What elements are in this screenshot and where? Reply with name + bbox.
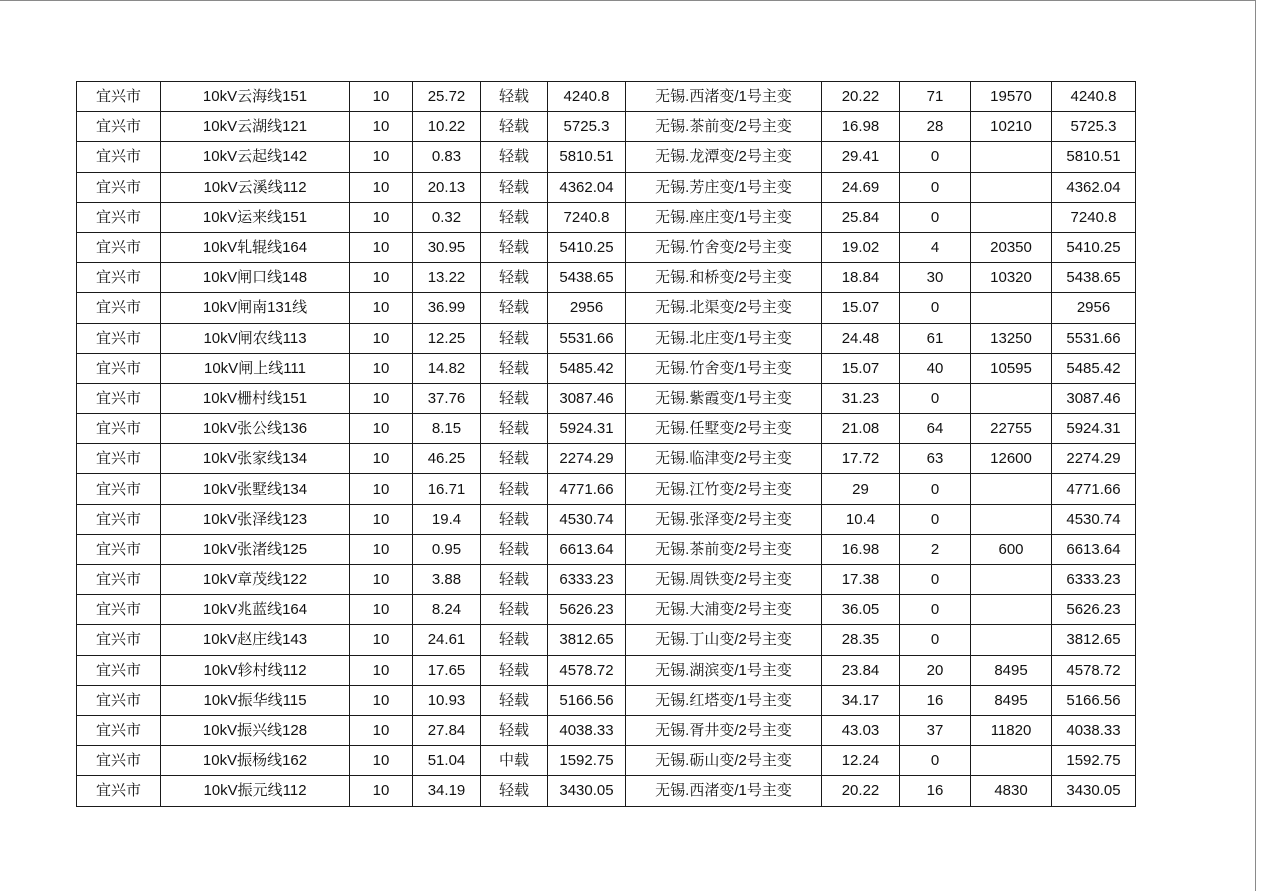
load-rate-cell: 10.93 bbox=[413, 685, 481, 715]
available-capacity-cell: 6613.64 bbox=[1052, 534, 1136, 564]
available-capacity-cell: 4578.72 bbox=[1052, 655, 1136, 685]
city-cell: 宜兴市 bbox=[77, 232, 161, 262]
city-cell: 宜兴市 bbox=[77, 534, 161, 564]
count-cell: 0 bbox=[900, 565, 971, 595]
table-body bbox=[77, 82, 1136, 807]
capacity-cell: 4362.04 bbox=[548, 172, 626, 202]
line-name-cell: 10kV振兴线128 bbox=[161, 715, 350, 745]
voltage-cell: 10 bbox=[350, 383, 413, 413]
available-capacity-cell: 3087.46 bbox=[1052, 383, 1136, 413]
city-cell: 宜兴市 bbox=[77, 293, 161, 323]
load-rate-cell: 51.04 bbox=[413, 746, 481, 776]
substation-cell: 无锡.任墅变/2号主变 bbox=[626, 414, 822, 444]
line-name-cell: 10kV振杨线162 bbox=[161, 746, 350, 776]
load-rate-cell: 36.99 bbox=[413, 293, 481, 323]
available-capacity-cell: 4530.74 bbox=[1052, 504, 1136, 534]
voltage-cell: 10 bbox=[350, 474, 413, 504]
count-cell: 0 bbox=[900, 293, 971, 323]
line-name-cell: 10kV云溪线112 bbox=[161, 172, 350, 202]
count-cell: 0 bbox=[900, 172, 971, 202]
voltage-cell: 10 bbox=[350, 565, 413, 595]
load-rate-cell: 13.22 bbox=[413, 263, 481, 293]
table-row bbox=[77, 595, 1136, 625]
capacity-cell: 5438.65 bbox=[548, 263, 626, 293]
capacity-total-cell: 8495 bbox=[971, 685, 1052, 715]
available-capacity-cell: 1592.75 bbox=[1052, 746, 1136, 776]
capacity-total-cell bbox=[971, 595, 1052, 625]
city-cell: 宜兴市 bbox=[77, 655, 161, 685]
substation-cell: 无锡.湖滨变/1号主变 bbox=[626, 655, 822, 685]
substation-load-cell: 23.84 bbox=[822, 655, 900, 685]
capacity-total-cell bbox=[971, 383, 1052, 413]
substation-cell: 无锡.竹舍变/1号主变 bbox=[626, 353, 822, 383]
load-status-cell: 轻载 bbox=[481, 263, 548, 293]
line-name-cell: 10kV闸农线113 bbox=[161, 323, 350, 353]
city-cell: 宜兴市 bbox=[77, 414, 161, 444]
city-cell: 宜兴市 bbox=[77, 504, 161, 534]
count-cell: 37 bbox=[900, 715, 971, 745]
substation-cell: 无锡.张泽变/2号主变 bbox=[626, 504, 822, 534]
substation-load-cell: 18.84 bbox=[822, 263, 900, 293]
count-cell: 0 bbox=[900, 202, 971, 232]
capacity-total-cell: 22755 bbox=[971, 414, 1052, 444]
line-name-cell: 10kV云海线151 bbox=[161, 82, 350, 112]
voltage-cell: 10 bbox=[350, 504, 413, 534]
voltage-cell: 10 bbox=[350, 293, 413, 323]
capacity-total-cell: 11820 bbox=[971, 715, 1052, 745]
capacity-cell: 3812.65 bbox=[548, 625, 626, 655]
capacity-cell: 2956 bbox=[548, 293, 626, 323]
table-row bbox=[77, 383, 1136, 413]
available-capacity-cell: 3430.05 bbox=[1052, 776, 1136, 806]
load-rate-cell: 3.88 bbox=[413, 565, 481, 595]
capacity-cell: 4771.66 bbox=[548, 474, 626, 504]
load-rate-cell: 0.95 bbox=[413, 534, 481, 564]
load-status-cell: 轻载 bbox=[481, 414, 548, 444]
voltage-cell: 10 bbox=[350, 172, 413, 202]
table-row bbox=[77, 655, 1136, 685]
capacity-cell: 5485.42 bbox=[548, 353, 626, 383]
city-cell: 宜兴市 bbox=[77, 323, 161, 353]
capacity-cell: 4240.8 bbox=[548, 82, 626, 112]
substation-load-cell: 10.4 bbox=[822, 504, 900, 534]
line-name-cell: 10kV闸口线148 bbox=[161, 263, 350, 293]
available-capacity-cell: 4771.66 bbox=[1052, 474, 1136, 504]
capacity-total-cell bbox=[971, 172, 1052, 202]
substation-cell: 无锡.西渚变/1号主变 bbox=[626, 776, 822, 806]
substation-load-cell: 20.22 bbox=[822, 82, 900, 112]
available-capacity-cell: 4240.8 bbox=[1052, 82, 1136, 112]
substation-cell: 无锡.座庄变/1号主变 bbox=[626, 202, 822, 232]
line-name-cell: 10kV轧辊线164 bbox=[161, 232, 350, 262]
substation-load-cell: 15.07 bbox=[822, 353, 900, 383]
table-row bbox=[77, 202, 1136, 232]
city-cell: 宜兴市 bbox=[77, 202, 161, 232]
load-status-cell: 轻载 bbox=[481, 293, 548, 323]
load-status-cell: 轻载 bbox=[481, 625, 548, 655]
substation-cell: 无锡.茶前变/2号主变 bbox=[626, 534, 822, 564]
substation-load-cell: 20.22 bbox=[822, 776, 900, 806]
substation-cell: 无锡.茶前变/2号主变 bbox=[626, 112, 822, 142]
substation-cell: 无锡.丁山变/2号主变 bbox=[626, 625, 822, 655]
substation-load-cell: 15.07 bbox=[822, 293, 900, 323]
load-rate-cell: 25.72 bbox=[413, 82, 481, 112]
count-cell: 16 bbox=[900, 685, 971, 715]
line-name-cell: 10kV闸南131线 bbox=[161, 293, 350, 323]
substation-cell: 无锡.红塔变/1号主变 bbox=[626, 685, 822, 715]
load-status-cell: 轻载 bbox=[481, 685, 548, 715]
line-name-cell: 10kV云湖线121 bbox=[161, 112, 350, 142]
capacity-cell: 3087.46 bbox=[548, 383, 626, 413]
substation-load-cell: 17.72 bbox=[822, 444, 900, 474]
count-cell: 0 bbox=[900, 474, 971, 504]
available-capacity-cell: 5438.65 bbox=[1052, 263, 1136, 293]
city-cell: 宜兴市 bbox=[77, 715, 161, 745]
count-cell: 0 bbox=[900, 504, 971, 534]
line-name-cell: 10kV振元线112 bbox=[161, 776, 350, 806]
capacity-cell: 5166.56 bbox=[548, 685, 626, 715]
city-cell: 宜兴市 bbox=[77, 383, 161, 413]
load-status-cell: 轻载 bbox=[481, 565, 548, 595]
load-status-cell: 轻载 bbox=[481, 202, 548, 232]
load-status-cell: 轻载 bbox=[481, 142, 548, 172]
substation-cell: 无锡.竹舍变/2号主变 bbox=[626, 232, 822, 262]
substation-cell: 无锡.芳庄变/1号主变 bbox=[626, 172, 822, 202]
available-capacity-cell: 5924.31 bbox=[1052, 414, 1136, 444]
count-cell: 20 bbox=[900, 655, 971, 685]
voltage-cell: 10 bbox=[350, 625, 413, 655]
capacity-total-cell bbox=[971, 202, 1052, 232]
load-rate-cell: 30.95 bbox=[413, 232, 481, 262]
load-status-cell: 轻载 bbox=[481, 353, 548, 383]
line-name-cell: 10kV张公线136 bbox=[161, 414, 350, 444]
capacity-total-cell: 13250 bbox=[971, 323, 1052, 353]
line-name-cell: 10kV栅村线151 bbox=[161, 383, 350, 413]
line-name-cell: 10kV赵庄线143 bbox=[161, 625, 350, 655]
capacity-total-cell: 20350 bbox=[971, 232, 1052, 262]
voltage-cell: 10 bbox=[350, 112, 413, 142]
capacity-total-cell: 600 bbox=[971, 534, 1052, 564]
substation-load-cell: 16.98 bbox=[822, 112, 900, 142]
load-status-cell: 轻载 bbox=[481, 444, 548, 474]
line-name-cell: 10kV云起线142 bbox=[161, 142, 350, 172]
capacity-cell: 5810.51 bbox=[548, 142, 626, 172]
voltage-cell: 10 bbox=[350, 353, 413, 383]
table-row bbox=[77, 263, 1136, 293]
city-cell: 宜兴市 bbox=[77, 444, 161, 474]
table-row bbox=[77, 232, 1136, 262]
capacity-total-cell bbox=[971, 293, 1052, 323]
capacity-total-cell: 8495 bbox=[971, 655, 1052, 685]
capacity-total-cell: 4830 bbox=[971, 776, 1052, 806]
table-row bbox=[77, 82, 1136, 112]
load-rate-cell: 24.61 bbox=[413, 625, 481, 655]
capacity-total-cell: 12600 bbox=[971, 444, 1052, 474]
capacity-cell: 6613.64 bbox=[548, 534, 626, 564]
table-row bbox=[77, 444, 1136, 474]
table-row bbox=[77, 625, 1136, 655]
load-status-cell: 轻载 bbox=[481, 172, 548, 202]
available-capacity-cell: 2956 bbox=[1052, 293, 1136, 323]
substation-cell: 无锡.临津变/2号主变 bbox=[626, 444, 822, 474]
line-name-cell: 10kV章茂线122 bbox=[161, 565, 350, 595]
load-status-cell: 轻载 bbox=[481, 776, 548, 806]
line-name-cell: 10kV运来线151 bbox=[161, 202, 350, 232]
substation-load-cell: 29 bbox=[822, 474, 900, 504]
available-capacity-cell: 3812.65 bbox=[1052, 625, 1136, 655]
count-cell: 61 bbox=[900, 323, 971, 353]
available-capacity-cell: 4038.33 bbox=[1052, 715, 1136, 745]
capacity-total-cell: 10320 bbox=[971, 263, 1052, 293]
load-status-cell: 轻载 bbox=[481, 595, 548, 625]
available-capacity-cell: 5410.25 bbox=[1052, 232, 1136, 262]
substation-load-cell: 24.48 bbox=[822, 323, 900, 353]
load-rate-cell: 17.65 bbox=[413, 655, 481, 685]
load-rate-cell: 27.84 bbox=[413, 715, 481, 745]
substation-load-cell: 43.03 bbox=[822, 715, 900, 745]
load-status-cell: 轻载 bbox=[481, 504, 548, 534]
load-status-cell: 轻载 bbox=[481, 323, 548, 353]
capacity-cell: 6333.23 bbox=[548, 565, 626, 595]
count-cell: 16 bbox=[900, 776, 971, 806]
table-row bbox=[77, 323, 1136, 353]
substation-load-cell: 29.41 bbox=[822, 142, 900, 172]
substation-cell: 无锡.北庄变/1号主变 bbox=[626, 323, 822, 353]
available-capacity-cell: 6333.23 bbox=[1052, 565, 1136, 595]
line-name-cell: 10kV张渚线125 bbox=[161, 534, 350, 564]
available-capacity-cell: 5166.56 bbox=[1052, 685, 1136, 715]
capacity-cell: 1592.75 bbox=[548, 746, 626, 776]
table-row bbox=[77, 746, 1136, 776]
load-status-cell: 轻载 bbox=[481, 715, 548, 745]
load-rate-cell: 16.71 bbox=[413, 474, 481, 504]
capacity-cell: 5924.31 bbox=[548, 414, 626, 444]
load-status-cell: 轻载 bbox=[481, 82, 548, 112]
voltage-cell: 10 bbox=[350, 323, 413, 353]
city-cell: 宜兴市 bbox=[77, 625, 161, 655]
line-name-cell: 10kV张家线134 bbox=[161, 444, 350, 474]
count-cell: 40 bbox=[900, 353, 971, 383]
voltage-cell: 10 bbox=[350, 746, 413, 776]
substation-load-cell: 34.17 bbox=[822, 685, 900, 715]
table-row bbox=[77, 353, 1136, 383]
city-cell: 宜兴市 bbox=[77, 353, 161, 383]
count-cell: 71 bbox=[900, 82, 971, 112]
city-cell: 宜兴市 bbox=[77, 142, 161, 172]
load-rate-cell: 12.25 bbox=[413, 323, 481, 353]
count-cell: 28 bbox=[900, 112, 971, 142]
load-status-cell: 中载 bbox=[481, 746, 548, 776]
load-rate-cell: 0.32 bbox=[413, 202, 481, 232]
load-rate-cell: 20.13 bbox=[413, 172, 481, 202]
capacity-cell: 3430.05 bbox=[548, 776, 626, 806]
capacity-cell: 4578.72 bbox=[548, 655, 626, 685]
capacity-cell: 2274.29 bbox=[548, 444, 626, 474]
count-cell: 4 bbox=[900, 232, 971, 262]
substation-load-cell: 17.38 bbox=[822, 565, 900, 595]
city-cell: 宜兴市 bbox=[77, 776, 161, 806]
count-cell: 0 bbox=[900, 746, 971, 776]
table-row bbox=[77, 112, 1136, 142]
feeder-load-table bbox=[76, 81, 1136, 807]
substation-cell: 无锡.西渚变/1号主变 bbox=[626, 82, 822, 112]
available-capacity-cell: 7240.8 bbox=[1052, 202, 1136, 232]
count-cell: 0 bbox=[900, 383, 971, 413]
load-status-cell: 轻载 bbox=[481, 232, 548, 262]
voltage-cell: 10 bbox=[350, 534, 413, 564]
substation-cell: 无锡.大浦变/2号主变 bbox=[626, 595, 822, 625]
voltage-cell: 10 bbox=[350, 232, 413, 262]
substation-load-cell: 16.98 bbox=[822, 534, 900, 564]
city-cell: 宜兴市 bbox=[77, 474, 161, 504]
load-rate-cell: 14.82 bbox=[413, 353, 481, 383]
count-cell: 0 bbox=[900, 625, 971, 655]
available-capacity-cell: 4362.04 bbox=[1052, 172, 1136, 202]
table-row bbox=[77, 293, 1136, 323]
city-cell: 宜兴市 bbox=[77, 82, 161, 112]
table-row bbox=[77, 474, 1136, 504]
load-status-cell: 轻载 bbox=[481, 534, 548, 564]
table-row bbox=[77, 142, 1136, 172]
available-capacity-cell: 5626.23 bbox=[1052, 595, 1136, 625]
capacity-total-cell: 19570 bbox=[971, 82, 1052, 112]
voltage-cell: 10 bbox=[350, 595, 413, 625]
available-capacity-cell: 5485.42 bbox=[1052, 353, 1136, 383]
city-cell: 宜兴市 bbox=[77, 112, 161, 142]
line-name-cell: 10kV轸村线112 bbox=[161, 655, 350, 685]
substation-cell: 无锡.江竹变/2号主变 bbox=[626, 474, 822, 504]
voltage-cell: 10 bbox=[350, 715, 413, 745]
voltage-cell: 10 bbox=[350, 142, 413, 172]
capacity-total-cell bbox=[971, 504, 1052, 534]
count-cell: 2 bbox=[900, 534, 971, 564]
load-rate-cell: 19.4 bbox=[413, 504, 481, 534]
load-rate-cell: 37.76 bbox=[413, 383, 481, 413]
capacity-cell: 5410.25 bbox=[548, 232, 626, 262]
capacity-cell: 4530.74 bbox=[548, 504, 626, 534]
capacity-total-cell bbox=[971, 746, 1052, 776]
available-capacity-cell: 5531.66 bbox=[1052, 323, 1136, 353]
count-cell: 0 bbox=[900, 142, 971, 172]
voltage-cell: 10 bbox=[350, 263, 413, 293]
substation-cell: 无锡.北渠变/2号主变 bbox=[626, 293, 822, 323]
table-row bbox=[77, 172, 1136, 202]
count-cell: 30 bbox=[900, 263, 971, 293]
capacity-total-cell bbox=[971, 474, 1052, 504]
table-row bbox=[77, 565, 1136, 595]
load-rate-cell: 8.15 bbox=[413, 414, 481, 444]
available-capacity-cell: 5810.51 bbox=[1052, 142, 1136, 172]
count-cell: 0 bbox=[900, 595, 971, 625]
table-row bbox=[77, 414, 1136, 444]
load-rate-cell: 34.19 bbox=[413, 776, 481, 806]
city-cell: 宜兴市 bbox=[77, 263, 161, 293]
voltage-cell: 10 bbox=[350, 82, 413, 112]
capacity-cell: 5626.23 bbox=[548, 595, 626, 625]
voltage-cell: 10 bbox=[350, 202, 413, 232]
substation-load-cell: 31.23 bbox=[822, 383, 900, 413]
substation-load-cell: 28.35 bbox=[822, 625, 900, 655]
substation-cell: 无锡.紫霞变/1号主变 bbox=[626, 383, 822, 413]
load-rate-cell: 0.83 bbox=[413, 142, 481, 172]
substation-cell: 无锡.胥井变/2号主变 bbox=[626, 715, 822, 745]
substation-load-cell: 21.08 bbox=[822, 414, 900, 444]
count-cell: 64 bbox=[900, 414, 971, 444]
table-row bbox=[77, 534, 1136, 564]
available-capacity-cell: 2274.29 bbox=[1052, 444, 1136, 474]
table-row bbox=[77, 776, 1136, 806]
capacity-cell: 5725.3 bbox=[548, 112, 626, 142]
capacity-total-cell bbox=[971, 565, 1052, 595]
line-name-cell: 10kV振华线115 bbox=[161, 685, 350, 715]
voltage-cell: 10 bbox=[350, 444, 413, 474]
load-status-cell: 轻载 bbox=[481, 655, 548, 685]
load-status-cell: 轻载 bbox=[481, 383, 548, 413]
table-row bbox=[77, 504, 1136, 534]
table-row bbox=[77, 685, 1136, 715]
load-status-cell: 轻载 bbox=[481, 474, 548, 504]
voltage-cell: 10 bbox=[350, 414, 413, 444]
voltage-cell: 10 bbox=[350, 685, 413, 715]
substation-load-cell: 24.69 bbox=[822, 172, 900, 202]
city-cell: 宜兴市 bbox=[77, 172, 161, 202]
line-name-cell: 10kV闸上线111 bbox=[161, 353, 350, 383]
voltage-cell: 10 bbox=[350, 655, 413, 685]
available-capacity-cell: 5725.3 bbox=[1052, 112, 1136, 142]
capacity-cell: 4038.33 bbox=[548, 715, 626, 745]
load-rate-cell: 8.24 bbox=[413, 595, 481, 625]
load-rate-cell: 10.22 bbox=[413, 112, 481, 142]
table-row bbox=[77, 715, 1136, 745]
capacity-total-cell: 10210 bbox=[971, 112, 1052, 142]
capacity-total-cell: 10595 bbox=[971, 353, 1052, 383]
substation-cell: 无锡.龙潭变/2号主变 bbox=[626, 142, 822, 172]
voltage-cell: 10 bbox=[350, 776, 413, 806]
load-rate-cell: 46.25 bbox=[413, 444, 481, 474]
substation-cell: 无锡.和桥变/2号主变 bbox=[626, 263, 822, 293]
substation-load-cell: 36.05 bbox=[822, 595, 900, 625]
city-cell: 宜兴市 bbox=[77, 595, 161, 625]
city-cell: 宜兴市 bbox=[77, 746, 161, 776]
city-cell: 宜兴市 bbox=[77, 685, 161, 715]
substation-load-cell: 25.84 bbox=[822, 202, 900, 232]
capacity-total-cell bbox=[971, 142, 1052, 172]
line-name-cell: 10kV兆蓝线164 bbox=[161, 595, 350, 625]
line-name-cell: 10kV张泽线123 bbox=[161, 504, 350, 534]
capacity-cell: 7240.8 bbox=[548, 202, 626, 232]
line-name-cell: 10kV张墅线134 bbox=[161, 474, 350, 504]
capacity-total-cell bbox=[971, 625, 1052, 655]
city-cell: 宜兴市 bbox=[77, 565, 161, 595]
substation-cell: 无锡.砺山变/2号主变 bbox=[626, 746, 822, 776]
substation-load-cell: 19.02 bbox=[822, 232, 900, 262]
load-status-cell: 轻载 bbox=[481, 112, 548, 142]
substation-cell: 无锡.周铁变/2号主变 bbox=[626, 565, 822, 595]
capacity-cell: 5531.66 bbox=[548, 323, 626, 353]
count-cell: 63 bbox=[900, 444, 971, 474]
substation-load-cell: 12.24 bbox=[822, 746, 900, 776]
